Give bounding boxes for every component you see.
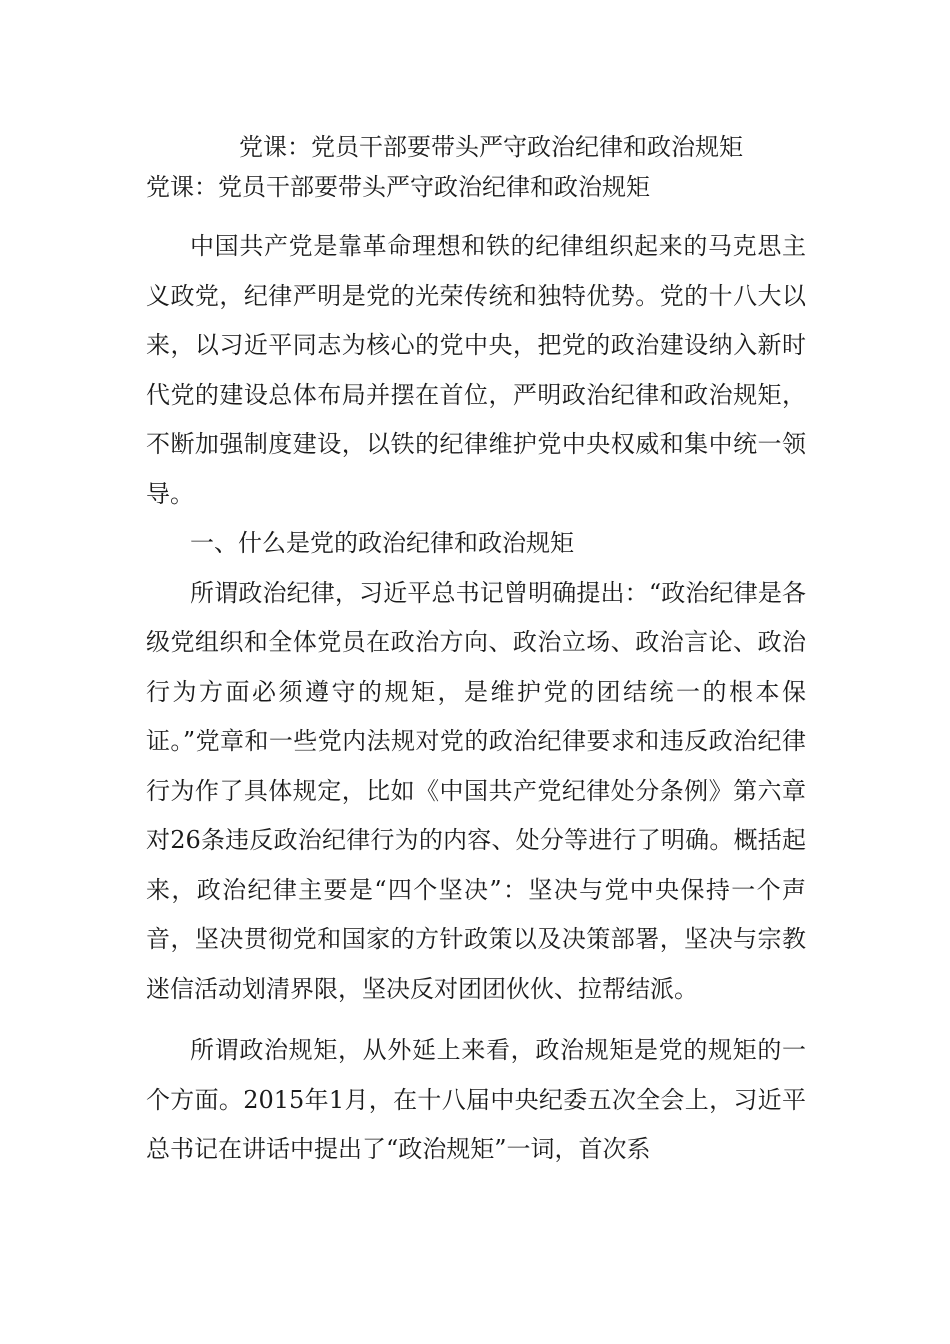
document-subtitle: 党课：党员干部要带头严守政治纪律和政治规矩 [146, 173, 650, 201]
paragraph-political-rules: 所谓政治规矩，从外延上来看，政治规矩是党的规矩的一个方面。2015年1月，在十八届中央纪委五次全会上，习近平总书记在讲话中提出了“政治规矩”一词，首次系 [146, 1036, 806, 1163]
paragraph-intro: 中国共产党是靠革命理想和铁的纪律组织起来的马克思主义政党，纪律严明是党的光荣传统和独特优势。党的十八大以来，以习近平同志为核心的党中央，把党的政治建设纳入新时代党的建设总体布局并摆在首位，严明政治纪律和政治规矩，不断加强制度建设，以铁的纪律维护党中央权威和集中统一领导。 [146, 232, 806, 508]
section-heading: 一、什么是党的政治纪律和政治规矩 [190, 529, 574, 557]
paragraph-political-discipline: 所谓政治纪律，习近平总书记曾明确提出：“政治纪律是各级党组织和全体党员在政治方向、政治立场、政治言论、政治行为方面必须遵守的规矩，是维护党的团结统一的根本保证。”党章和一些党内法规对党的政治纪律要求和违反政治纪律行为作了具体规定，比如《中国共产党纪律处分条例》第六章对26条违反政治纪律行为的内容、处分等进行了明确。概括起来，政治纪律主要是“四个坚决”：坚决与党中央保持一个声音，坚决贯彻党和国家的方针政策以及决策部署，坚决与宗教迷信活动划清界限，坚决反对团团伙伙、拉帮结派。 [146, 578, 806, 1003]
document-body [146, 132, 806, 1175]
document-title: 党课：党员干部要带头严守政治纪律和政治规矩 [239, 133, 743, 161]
